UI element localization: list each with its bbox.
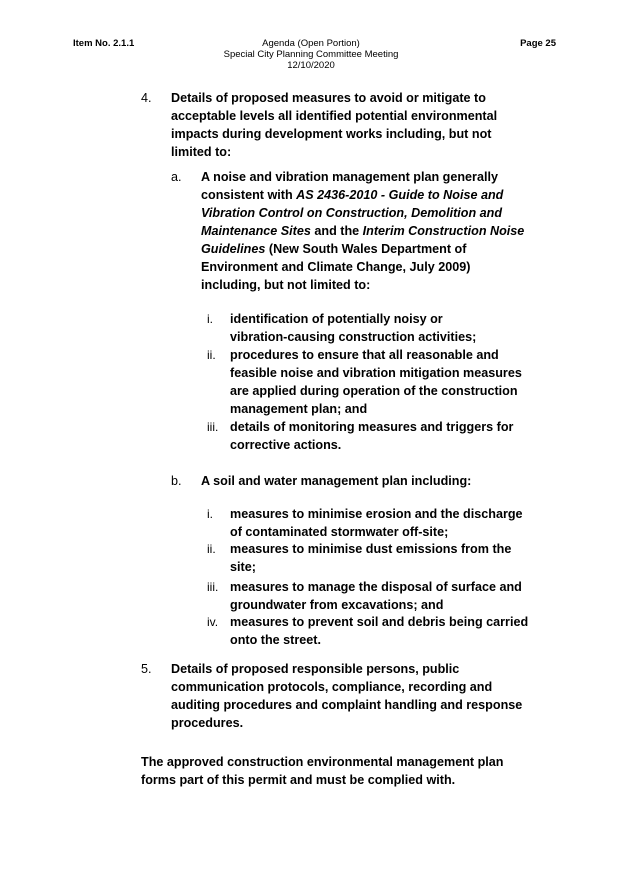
item4-text bbox=[171, 89, 497, 161]
item4a-text-run: consistent with bbox=[201, 188, 297, 202]
standard-title: Maintenance Sites bbox=[201, 224, 311, 238]
subitem-line: site; bbox=[230, 560, 256, 574]
item5-number: 5. bbox=[141, 662, 152, 676]
item4a-line: Environment and Climate Change, July 2009) bbox=[201, 260, 471, 274]
subitem-number: iv. bbox=[207, 615, 219, 629]
item4a-line: including, but not limited to: bbox=[201, 278, 371, 292]
item4-number: 4. bbox=[141, 91, 152, 105]
item4a-text bbox=[201, 168, 524, 294]
subitem-line: onto the street. bbox=[230, 633, 321, 647]
meeting-title: Special City Planning Committee Meeting bbox=[223, 49, 399, 60]
subitem-number: i. bbox=[207, 507, 213, 521]
subitem-line: measures to manage the disposal of surface and bbox=[230, 580, 522, 594]
subitem-text bbox=[230, 613, 528, 649]
subitem-line: vibration-causing construction activities; bbox=[230, 330, 477, 344]
item4a-letter: a. bbox=[171, 170, 182, 184]
subitem-line: measures to minimise erosion and the discharge bbox=[230, 507, 523, 521]
subitem-number: ii. bbox=[207, 542, 216, 556]
item4a-line: A noise and vibration management plan generally bbox=[201, 170, 498, 184]
subitem-line: management plan; and bbox=[230, 402, 368, 416]
item5-text bbox=[171, 660, 522, 732]
item4b-line: A soil and water management plan including: bbox=[201, 474, 472, 488]
subitem-text bbox=[230, 346, 522, 418]
subitem-number: ii. bbox=[207, 348, 216, 362]
subitem-line: feasible noise and vibration mitigation measures bbox=[230, 366, 522, 380]
meeting-date: 12/10/2020 bbox=[287, 60, 335, 71]
standard-title: AS 2436-2010 - Guide to Noise and bbox=[296, 188, 504, 202]
subitem-number: iii. bbox=[207, 580, 219, 594]
subitem-text bbox=[230, 418, 513, 454]
subitem-line: measures to prevent soil and debris being carried bbox=[230, 615, 529, 629]
item5-line: Details of proposed responsible persons, public bbox=[171, 662, 460, 676]
item4-line: Details of proposed measures to avoid or mitigate to bbox=[171, 91, 486, 105]
item4b-letter: b. bbox=[171, 474, 182, 488]
item4b-title bbox=[201, 472, 471, 490]
subitem-line: identification of potentially noisy or bbox=[230, 312, 443, 326]
subitem-number: iii. bbox=[207, 420, 219, 434]
item4-line: acceptable levels all identified potential environmental bbox=[171, 109, 498, 123]
closing-paragraph bbox=[141, 753, 503, 789]
item5-line: auditing procedures and complaint handling and response bbox=[171, 698, 523, 712]
standard-title: Vibration Control on Construction, Demolition and bbox=[201, 206, 503, 220]
subitem-number: i. bbox=[207, 312, 213, 326]
item-number: Item No. 2.1.1 bbox=[73, 38, 135, 49]
subitem-text bbox=[230, 310, 476, 346]
subitem-line: corrective actions. bbox=[230, 438, 342, 452]
subitem-line: details of monitoring measures and triggers for bbox=[230, 420, 514, 434]
subitem-text bbox=[230, 540, 511, 576]
item4-line: impacts during development works including, but not bbox=[171, 127, 492, 141]
subitem-text bbox=[230, 578, 522, 614]
guideline-title: Interim Construction Noise bbox=[362, 224, 525, 238]
agenda-label: Agenda (Open Portion) bbox=[262, 38, 360, 49]
subitem-line: procedures to ensure that all reasonable and bbox=[230, 348, 499, 362]
guideline-title: Guidelines bbox=[201, 242, 266, 256]
item4-line: limited to: bbox=[171, 145, 232, 159]
item4a-text-run: (New South Wales Department of bbox=[265, 242, 467, 256]
item4a-text-run: and the bbox=[310, 224, 363, 238]
page-number: Page 25 bbox=[520, 38, 556, 49]
item5-line: procedures. bbox=[171, 716, 244, 730]
closing-line: forms part of this permit and must be complied with. bbox=[141, 773, 456, 787]
subitem-line: of contaminated stormwater off-site; bbox=[230, 525, 449, 539]
subitem-line: measures to minimise dust emissions from the bbox=[230, 542, 512, 556]
subitem-text bbox=[230, 505, 523, 541]
closing-line: The approved construction environmental management plan bbox=[141, 755, 504, 769]
item5-line: communication protocols, compliance, recording and bbox=[171, 680, 493, 694]
subitem-line: are applied during operation of the construction bbox=[230, 384, 518, 398]
subitem-line: groundwater from excavations; and bbox=[230, 598, 444, 612]
